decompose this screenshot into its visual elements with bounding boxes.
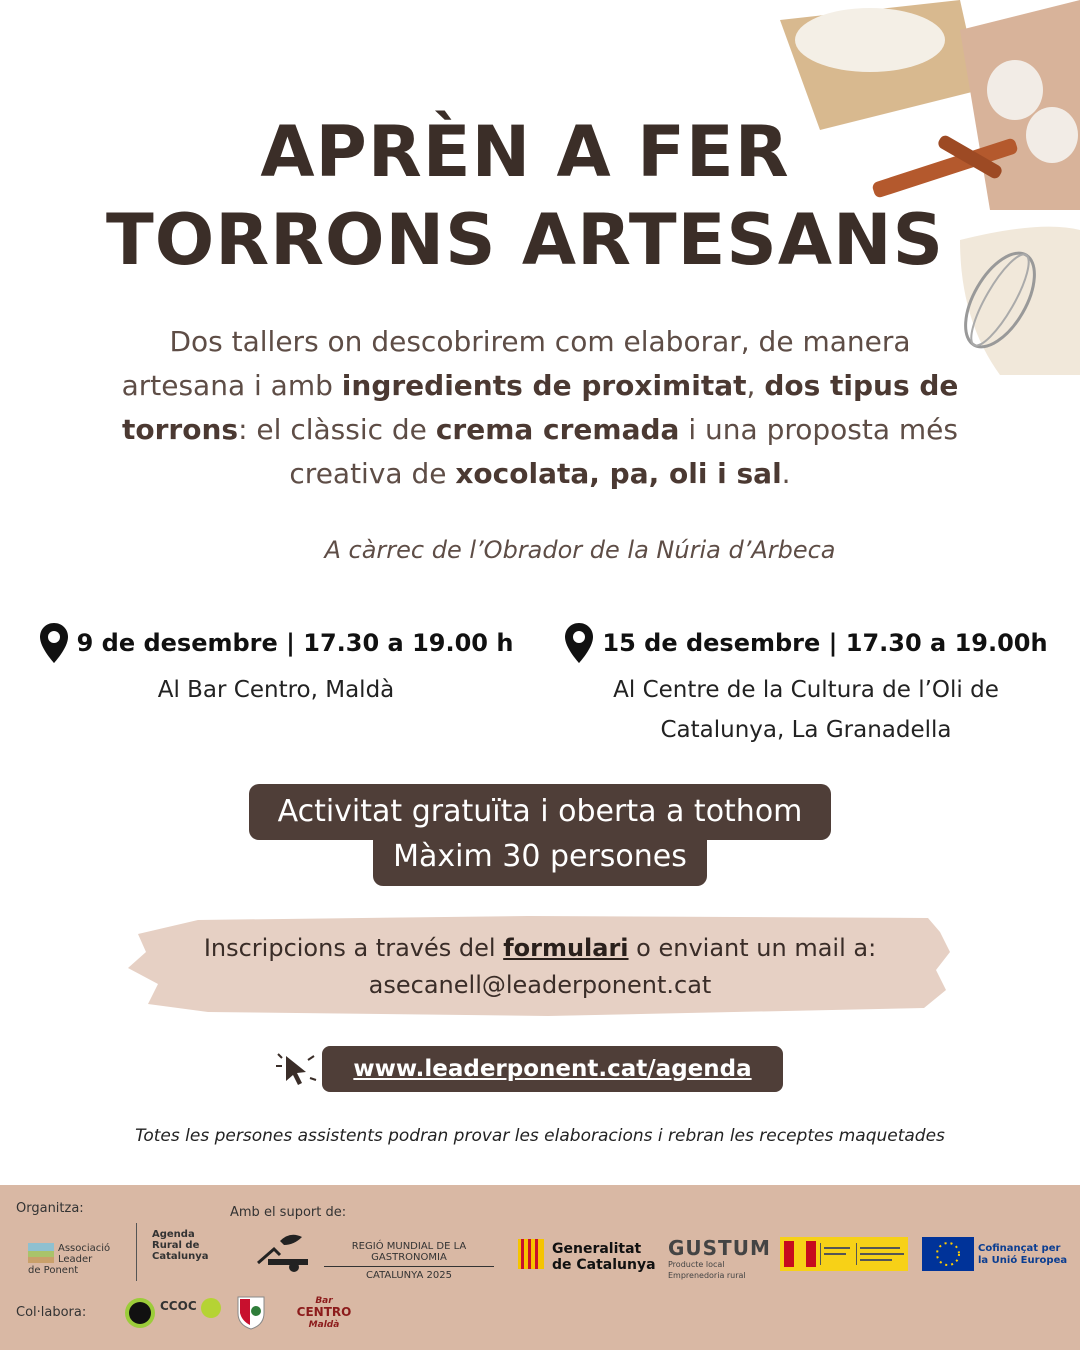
location-pin-icon [564, 622, 594, 664]
page-title [60, 108, 990, 284]
desc-bold-4: xocolata, pa, oli i sal [455, 457, 782, 490]
gastronomy-region-logo [324, 1241, 494, 1281]
desc-bold-3: crema cremada [435, 413, 680, 446]
eu-flag-icon [922, 1237, 974, 1271]
desc-text-1: Dos tallers on descobrirem com elaborar, de manera artesana i amb [121, 325, 911, 402]
ccoc-logo: CCOC [160, 1299, 197, 1313]
eu-cofunding-logo [978, 1243, 1067, 1267]
email-link[interactable]: asecanell@leaderponent.cat [368, 971, 712, 999]
event-1-place: Al Bar Centro, Maldà [157, 677, 395, 703]
gen-text-2: de Catalunya [552, 1257, 656, 1273]
author-credit: A càrrec de l’Obrador de la Núria d’Arbeca [324, 536, 836, 564]
gustum-text: GUSTUM [668, 1236, 771, 1260]
form-link[interactable]: formulari [503, 934, 629, 962]
organitza-label: Organitza: [16, 1201, 84, 1216]
attendee-note: Totes les persones assistents podran provar les elaboracions i rebran les receptes maquetades [135, 1126, 945, 1146]
generalitat-logo [552, 1241, 656, 1273]
event-1-date: 9 de desembre | 17.30 a 19.00 h [76, 629, 514, 657]
click-icon [272, 1048, 318, 1088]
collabora-label: Col·labora: [16, 1305, 87, 1320]
leader-logo-text-2: de Ponent [28, 1265, 79, 1276]
desc-text-3: : el clàssic de [238, 413, 436, 446]
agenda-text-2: Rural de [152, 1240, 200, 1251]
desc-text-2: , [746, 369, 765, 402]
suport-label: Amb el suport de: [230, 1205, 347, 1220]
bar-centro-logo [292, 1295, 356, 1331]
sponsors-footer [0, 1185, 1080, 1350]
title-line-1: APRÈN A FER [260, 111, 790, 193]
event-2-place [556, 670, 1056, 750]
max-capacity-badge: Màxim 30 persones [373, 834, 707, 886]
inscription-text-2: o enviant un mail a: [628, 934, 877, 962]
eu-text-2: la Unió Europea [978, 1255, 1068, 1266]
ccoc-badge-icon [200, 1297, 222, 1319]
inscription-info [140, 930, 940, 1004]
agenda-rural-logo [152, 1229, 209, 1262]
event-2-place-line-1: Al Centre de la Cultura de l’Oli de [613, 677, 999, 703]
desc-bold-1: ingredients de proximitat [341, 369, 747, 402]
leader-ponent-icon [28, 1243, 54, 1263]
bar-text-1: Bar [315, 1296, 333, 1306]
leader-logo-text-1: Associació Leader [58, 1243, 111, 1265]
divider [136, 1223, 137, 1281]
gastronomy-region-icon [250, 1231, 316, 1275]
desc-bold-2: dos tipus de torrons [122, 369, 959, 446]
free-activity-badge: Activitat gratuïta i oberta a tothom [249, 784, 831, 840]
leader-ponent-logo [28, 1243, 133, 1276]
desc-text-5: . [781, 457, 791, 490]
location-pin-icon [39, 622, 69, 664]
website-link[interactable]: www.leaderponent.cat/agenda [322, 1046, 783, 1092]
workshop-description [120, 320, 960, 496]
regio-text-2: CATALUNYA 2025 [366, 1270, 452, 1281]
generalitat-flag-icon [518, 1239, 544, 1269]
gustum-sub-1: Producte local [668, 1260, 725, 1269]
gustum-logo [668, 1237, 771, 1281]
gustum-sub-2: Emprenedoria rural [668, 1271, 746, 1280]
inscription-text: Inscripcions a través del [203, 934, 504, 962]
eu-text-1: Cofinançat per [978, 1243, 1061, 1254]
bar-text-2: CENTRO [296, 1305, 352, 1319]
gen-text-1: Generalitat [552, 1241, 642, 1257]
agenda-text-3: Catalunya [152, 1251, 209, 1262]
event-2-place-line-2: Catalunya, La Granadella [660, 717, 952, 743]
title-line-2: TORRONS ARTESANS [105, 199, 945, 281]
agenda-text-1: Agenda [152, 1229, 195, 1240]
event-2-date: 15 de desembre | 17.30 a 19.00h [602, 629, 1048, 657]
regio-text-1: REGIÓ MUNDIAL DE LA GASTRONOMIA [351, 1241, 467, 1263]
spain-ministry-logo [780, 1237, 908, 1271]
ccoc-logo-icon [124, 1297, 156, 1329]
bar-text-3: Maldà [308, 1320, 340, 1330]
municipal-shield-icon [236, 1295, 266, 1331]
desc-text-4: i una proposta més creativa de [289, 413, 958, 490]
event-1 [36, 622, 516, 710]
event-2 [556, 622, 1056, 750]
